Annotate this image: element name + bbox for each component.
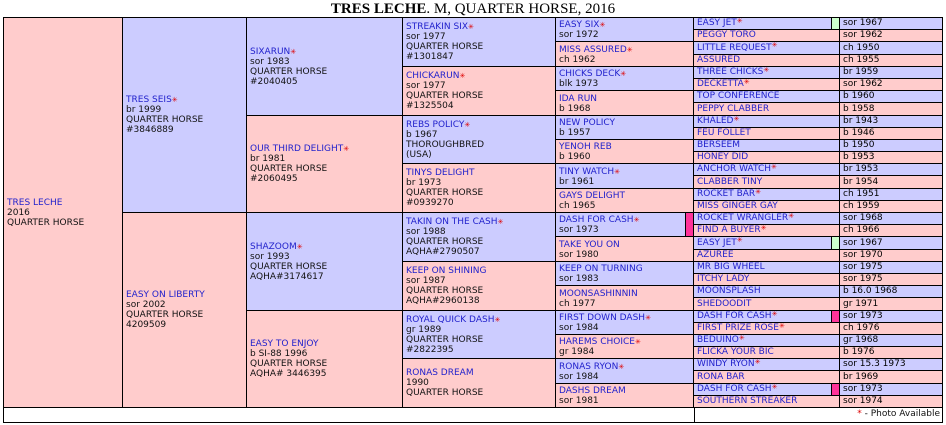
horse-name-link[interactable]: FIRST DOWN DASH [559,313,646,323]
gen6-info-cell: sor 1967 [839,236,943,250]
gen5-cell [555,17,694,42]
horse-detail: QUARTER HORSE [250,261,328,272]
horse-name-link[interactable]: DASHS DREAM [559,386,626,396]
horse-detail: sor 1977 [406,81,446,91]
horse-detail: sor 1984 [559,323,599,333]
horse-detail: THOROUGHBRED [406,139,485,150]
horse-name-link[interactable]: KEEP ON SHINING [406,266,487,276]
horse-detail: AQHA# 3446395 [250,369,327,379]
photo-star-icon: ✳ [771,383,778,391]
photo-star-icon: ✳ [645,314,651,322]
horse-name-link[interactable]: TRES SEIS [126,95,172,105]
horse-detail: #3846889 [126,125,174,135]
gen4-cell [402,17,556,67]
horse-detail: #1325504 [406,101,454,111]
horse-name-link[interactable]: DASH FOR CASH [697,311,772,321]
photo-star-icon: ✳ [755,188,762,196]
horse-name-link[interactable]: AZUREE [697,250,734,260]
horse-detail: AQHA#2960138 [406,296,480,306]
gen5-cell [555,163,694,189]
gen5-cell [555,310,694,335]
horse-name-link[interactable]: PEPPY CLABBER [697,104,770,114]
horse-name-link[interactable]: THREE CHICKS [697,67,764,77]
gen6-info-cell: b 1960 [839,90,943,103]
horse-name-link[interactable]: BEDUINO [697,335,739,345]
photo-star-icon: ✳ [788,212,795,220]
gen6-info-cell: sor 15.3 1973 [839,358,943,371]
gen4-cell [402,115,556,164]
photo-star-icon: ✳ [633,216,640,224]
horse-name-link[interactable]: BERSEEM [697,140,740,150]
horse-name-link[interactable]: ITCHY LADY [697,274,750,284]
gen6-info-cell: gr 1971 [839,297,943,311]
gen5-cell [555,188,694,213]
dam-cell [122,212,247,408]
horse-name-link[interactable]: EASY TO ENJOY [250,339,319,349]
horse-detail: AQHA#2790507 [406,247,480,257]
horse-detail: QUARTER HORSE [406,334,484,345]
horse-name-link[interactable]: CHICKS DECK [559,69,621,79]
horse-detail: ch 1977 [559,298,596,309]
horse-name-link[interactable]: ANCHOR WATCH [697,164,772,174]
gen6-info-cell: ch 1950 [839,41,943,55]
gen4-cell [402,261,556,311]
horse-name-link[interactable]: REBS POLICY [406,119,465,130]
horse-detail: b 1957 [559,128,591,138]
gen5-cell [555,358,694,384]
gen6-info-cell: br 1969 [839,370,943,384]
horse-detail: AQHA#3174617 [250,271,324,282]
horse-detail: #2822395 [406,344,454,355]
horse-name-link[interactable]: EASY JET [697,238,737,248]
photo-star-icon: ✳ [171,96,178,104]
gen6-info-cell: ch 1951 [839,188,943,201]
horse-name-link[interactable]: FIND A BUYER [697,225,761,235]
horse-name-link[interactable]: SOUTHERN STREAKER [697,396,798,406]
horse-detail: (USA) [406,149,432,160]
photo-star-icon: ✳ [771,163,777,171]
gen6-name-cell [693,102,840,116]
gen6-info-cell: br 1953 [839,163,943,176]
sire-cell [122,17,247,213]
photo-star-icon: ✳ [771,310,778,318]
gen6-info-cell: ch 1955 [839,54,943,67]
photo-star-icon: ✳ [763,66,770,74]
gen6-info-cell: sor 1962 [839,78,943,91]
horse-title-details: . M, QUARTER HORSE, 2016 [426,1,616,17]
horse-detail: b 1960 [559,152,591,162]
horse-name-link[interactable]: DASH FOR CASH [697,384,772,394]
gen3-cell [246,212,403,311]
photo-star-icon: ✳ [778,322,785,330]
horse-name-link[interactable]: CHICKARUN [406,71,460,81]
gen6-info-cell: ch 1959 [839,200,943,213]
horse-detail: QUARTER HORSE [250,66,328,77]
photo-star-icon: ✳ [468,23,474,31]
horse-name-link[interactable]: PEGGY TORO [697,30,756,40]
horse-detail: QUARTER HORSE [406,388,484,398]
horse-name-link[interactable]: MISS GINGER GAY [697,201,778,211]
gen6-info-cell: sor 1973 [839,383,943,396]
gen6-info-cell: sor 1962 [839,29,943,42]
horse-name-link[interactable]: RONAS RYON [559,361,619,372]
horse-detail: b 1967 [406,129,438,140]
horse-name-link[interactable]: MR BIG WHEEL [697,262,765,272]
horse-name-link[interactable]: SHEDOODIT [697,299,752,309]
gen5-cell [555,115,694,140]
horse-detail: sor 1980 [559,249,599,260]
gen6-info-cell: b 1946 [839,127,943,140]
gen6-info-cell: br 1954 [839,175,943,189]
pedigree-footer [3,407,943,423]
gen4-cell [402,358,556,408]
horse-name-link[interactable]: TAKIN ON THE CASH [406,217,498,227]
horse-detail: sor 1977 [406,32,446,42]
photo-legend [857,409,940,419]
gen4-cell [402,212,556,262]
photo-star-icon: * [857,409,865,419]
horse-name-link[interactable]: EASY JET [697,18,737,28]
gen5-cell [555,261,694,286]
horse-detail: sor 1981 [559,396,599,406]
horse-detail: #1301847 [406,52,454,62]
horse-name-link[interactable]: KHALED [697,116,734,126]
horse-detail: br 1961 [559,176,595,187]
horse-detail: gr 1989 [406,324,442,335]
page-title [0,1,946,18]
horse-detail: br 1981 [250,154,286,164]
horse-name-link[interactable]: TOP CONFERENCE [697,91,780,101]
horse-name-link[interactable]: HONEY DID [697,152,749,162]
horse-name-link[interactable]: FEU FOLLET [697,128,751,138]
photo-star-icon: ✳ [736,236,743,244]
gen6-name-cell [693,41,840,55]
horse-name-link[interactable]: TRES LECHE [7,197,63,208]
horse-name-link[interactable]: TINY WATCH [559,166,615,177]
gen5-cell [555,66,694,91]
horse-name-link[interactable]: KEEP ON TURNING [559,264,643,274]
horse-detail: blk 1973 [559,79,599,89]
gen6-info-cell: sor 1975 [839,273,943,286]
gen6-info-cell: br 1959 [839,66,943,79]
horse-detail: sor 1984 [559,371,599,382]
photo-star-icon: ✳ [733,115,740,123]
horse-name-link[interactable]: ASSURED [697,55,741,65]
gen6-name-cell [693,370,840,384]
gen3-cell [246,310,403,408]
photo-star-icon: ✳ [614,167,621,176]
horse-name-link[interactable]: FLICKA YOUR BIC [697,347,774,357]
gen6-info-cell: b 1976 [839,346,943,359]
gen6-info-cell: sor 1973 [839,310,943,323]
pedigree-chart [3,17,943,423]
horse-name-link[interactable]: CLABBER TINY [697,177,763,187]
horse-name-link[interactable]: ROCKET BAR [697,189,756,199]
horse-name-link[interactable]: RONAS DREAM [406,368,474,378]
horse-name-link[interactable]: FIRST PRIZE ROSE [697,323,779,333]
horse-detail: sor 2002 [126,300,166,310]
photo-star-icon: ✳ [626,45,633,54]
horse-detail: QUARTER HORSE [250,164,328,174]
photo-star-icon: ✳ [343,145,350,153]
horse-detail: sor 1972 [559,30,599,40]
horse-detail: sor 1983 [559,274,599,284]
horse-detail: #0939270 [406,198,454,208]
horse-name-link[interactable]: RONA BAR [697,372,745,382]
gen6-info-cell: sor 1970 [839,249,943,262]
gen3-cell [246,115,403,213]
photo-star-icon: ✳ [497,218,504,226]
horse-detail: QUARTER HORSE [7,217,85,228]
gen6-name-cell [693,175,840,189]
horse-name-link[interactable]: LITTLE REQUEST [697,43,772,53]
horse-detail: br 1999 [126,105,162,115]
horse-name-link[interactable]: DASH FOR CASH [559,215,634,225]
gen6-info-cell: b 16.0 1968 [839,285,943,298]
horse-name-link[interactable]: GAYS DELIGHT [559,191,626,201]
photo-star-icon: ✳ [771,41,778,49]
horse-detail: 1990 [406,378,429,388]
gen5-cell [555,285,694,311]
gen5-cell [555,90,694,116]
gen6-info-cell: br 1943 [839,115,943,128]
horse-name-link[interactable]: IDA RUN [559,93,598,104]
horse-name-link[interactable]: HAREMS CHOICE [559,337,635,347]
horse-name-link[interactable]: DECKETTA [697,79,744,89]
photo-star-icon: ✳ [290,47,297,56]
horse-detail: sor 1987 [406,276,446,286]
horse-name-link[interactable]: SHAZOOM [250,241,297,252]
horse-detail: b 1968 [559,103,591,114]
horse-title-name: TRES LECHE [330,1,427,17]
horse-detail: sor 1983 [250,56,290,67]
gen6-info-cell: gr 1968 [839,334,943,347]
horse-detail: QUARTER HORSE [406,188,484,198]
horse-name-link[interactable]: EASY ON LIBERTY [126,290,205,300]
horse-detail: br 1973 [406,178,442,188]
gen6-info-cell: ch 1966 [839,224,943,237]
horse-detail: gr 1984 [559,347,595,357]
horse-detail: QUARTER HORSE [406,286,484,296]
gen4-cell [402,163,556,213]
horse-name-link[interactable]: ROYAL QUICK DASH [406,314,495,325]
sire-dam-subject [3,17,123,408]
horse-detail: #2060495 [250,174,298,184]
photo-star-icon: ✳ [599,21,606,29]
photo-star-icon: ✳ [743,78,750,86]
horse-name-link[interactable]: TINYS DELIGHT [406,168,475,178]
gen6-info-cell: b 1950 [839,139,943,152]
horse-name-link[interactable]: STREAKIN SIX [406,22,468,32]
gen6-info-cell: sor 1974 [839,395,943,408]
horse-name-link[interactable]: ROCKET WRANGLER [697,213,789,223]
horse-name-link[interactable]: WINDY RYON [697,359,755,369]
horse-detail: QUARTER HORSE [250,359,328,369]
footer-divider [694,407,695,423]
gen6-name-cell [693,297,840,311]
gen5-cell [555,139,694,164]
horse-detail: sor 1973 [559,225,599,235]
gen5-cell [555,383,694,408]
horse-detail: ch 1962 [559,54,596,65]
photo-star-icon: ✳ [736,17,743,25]
gen5-cell [555,236,694,262]
gen5-cell [555,334,694,359]
photo-star-icon: ✳ [618,362,625,371]
gen4-cell [402,310,556,359]
horse-name-link[interactable]: MISS ASSURED [559,44,627,55]
horse-detail: 4209509 [126,320,167,330]
photo-star-icon: ✳ [459,72,466,80]
horse-detail: b SI-88 1996 [250,349,308,359]
horse-detail: QUARTER HORSE [406,42,484,52]
photo-star-icon: ✳ [464,120,471,129]
photo-star-icon: ✳ [760,224,767,232]
gen4-cell [402,66,556,116]
horse-name-link[interactable]: MOONSASHINNIN [559,288,638,299]
horse-detail: sor 1993 [250,251,290,262]
photo-star-icon: ✳ [494,315,501,324]
photo-star-icon: ✳ [634,338,641,346]
horse-detail: QUARTER HORSE [406,237,484,247]
gen3-cell [246,17,403,116]
gen5-cell [555,41,694,67]
horse-detail: 2016 [7,207,30,218]
horse-name-link[interactable]: SIXARUN [250,46,291,57]
horse-detail: QUARTER HORSE [406,91,484,101]
photo-star-icon: ✳ [620,70,627,78]
photo-star-icon: ✳ [296,242,303,251]
horse-name-link[interactable]: TAKE YOU ON [559,239,620,250]
gen5-cell [555,212,694,237]
gen6-name-cell [693,236,840,250]
photo-star-icon: ✳ [754,358,761,366]
horse-name-link[interactable]: NEW POLICY [559,118,615,128]
horse-name-link[interactable]: OUR THIRD DELIGHT [250,144,344,154]
horse-detail: #2040405 [250,76,298,87]
horse-detail: sor 1988 [406,227,446,237]
gen6-info-cell: sor 1967 [839,17,943,30]
horse-name-link[interactable]: MOONSPLASH [697,286,761,296]
horse-detail: QUARTER HORSE [126,115,204,125]
gen6-info-cell: b 1958 [839,102,943,116]
horse-detail: QUARTER HORSE [126,310,204,320]
gen6-info-cell: sor 1968 [839,212,943,225]
horse-detail: ch 1965 [559,201,596,211]
gen6-info-cell: ch 1976 [839,322,943,335]
gen6-info-cell: b 1953 [839,151,943,164]
horse-name-link[interactable]: EASY SIX [559,20,600,30]
horse-name-link[interactable]: YENOH REB [559,142,612,152]
photo-star-icon: ✳ [738,334,745,342]
photo-legend-text: - Photo Available [864,409,940,419]
gen6-info-cell: sor 1975 [839,261,943,274]
